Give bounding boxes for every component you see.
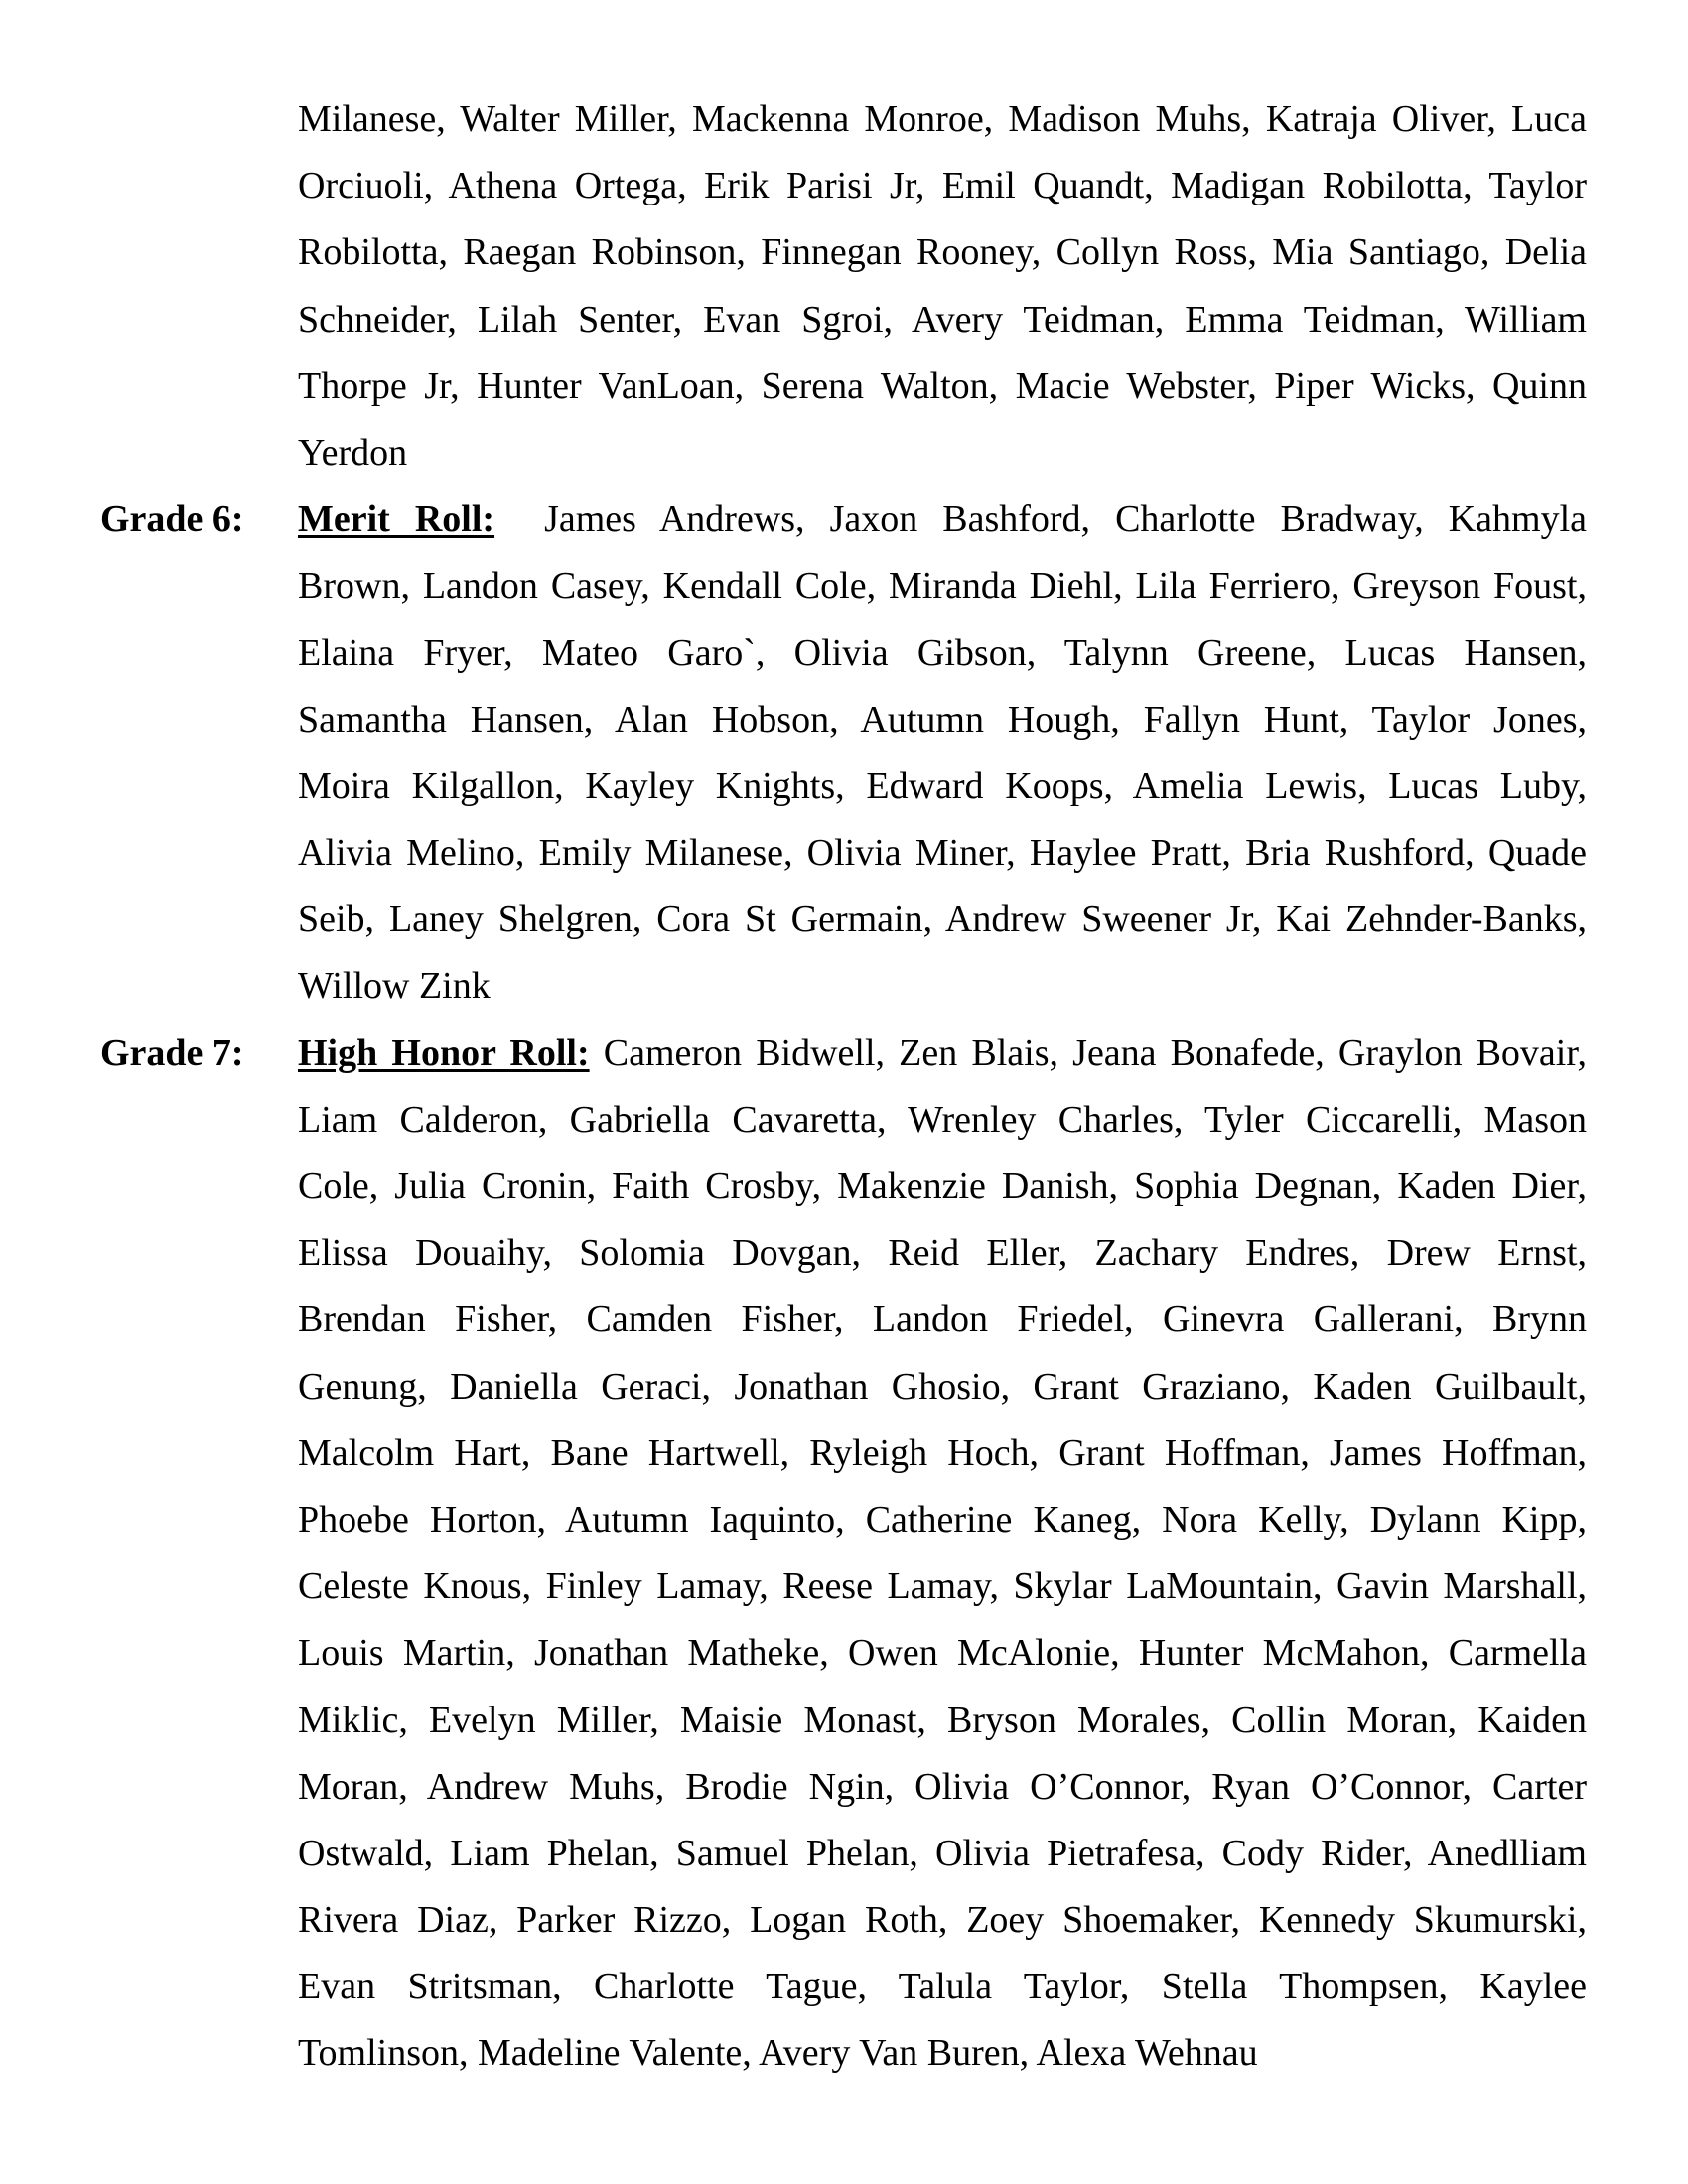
text-line: Ostwald, Liam Phelan, Samuel Phelan, Olivia Pietrafesa, Cody Rider, Anedlliam: [298, 1832, 1587, 1874]
document-page: [0, 86, 1688, 2088]
text-line: Cole, Julia Cronin, Faith Crosby, Makenzie Danish, Sophia Degnan, Kaden Dier,: [298, 1165, 1587, 1207]
text-line: Elaina Fryer, Mateo Garo`, Olivia Gibson, Talynn Greene, Lucas Hansen,: [298, 631, 1587, 674]
text-line: Tomlinson, Madeline Valente, Avery Van Buren, Alexa Wehnau: [298, 2032, 1258, 2075]
text-line: Milanese, Walter Miller, Mackenna Monroe, Madison Muhs, Katraja Oliver, Luca: [298, 98, 1587, 140]
text-line: Schneider, Lilah Senter, Evan Sgroi, Avery Teidman, Emma Teidman, William: [298, 298, 1587, 341]
name-list: [298, 486, 1587, 1021]
previous-roll-continuation: [0, 86, 1688, 486]
text-line: Rivera Diaz, Parker Rizzo, Logan Roth, Zoey Shoemaker, Kennedy Skumurski,: [298, 1899, 1587, 1942]
name-list: [298, 1021, 1587, 2088]
text-line: [298, 486, 1587, 553]
text-line: [298, 1021, 1587, 1087]
text-line: Genung, Daniella Geraci, Jonathan Ghosio, Grant Graziano, Kaden Guilbault,: [298, 1365, 1587, 1408]
text-line: Louis Martin, Jonathan Matheke, Owen McAlonie, Hunter McMahon, Carmella: [298, 1632, 1587, 1675]
name-list: [298, 86, 1587, 486]
text-line: Liam Calderon, Gabriella Cavaretta, Wrenley Charles, Tyler Ciccarelli, Mason: [298, 1098, 1587, 1141]
text-line: Brown, Landon Casey, Kendall Cole, Miranda Diehl, Lila Ferriero, Greyson Foust,: [298, 565, 1587, 608]
text-line: Brendan Fisher, Camden Fisher, Landon Friedel, Ginevra Gallerani, Brynn: [298, 1298, 1587, 1341]
roll-title: Merit Roll:: [298, 498, 495, 541]
text-run: James Andrews, Jaxon Bashford, Charlotte Bradway, Kahmyla: [494, 498, 1587, 541]
text-line: Elissa Douaihy, Solomia Dovgan, Reid Eller, Zachary Endres, Drew Ernst,: [298, 1232, 1587, 1275]
text-line: Seib, Laney Shelgren, Cora St Germain, Andrew Sweener Jr, Kai Zehnder-Banks,: [298, 898, 1587, 941]
text-line: Moran, Andrew Muhs, Brodie Ngin, Olivia O’Connor, Ryan O’Connor, Carter: [298, 1765, 1587, 1808]
text-line: Celeste Knous, Finley Lamay, Reese Lamay, Skylar LaMountain, Gavin Marshall,: [298, 1566, 1587, 1608]
text-line: Alivia Melino, Emily Milanese, Olivia Miner, Haylee Pratt, Bria Rushford, Quade: [298, 832, 1587, 875]
grade-label: Grade 7:: [100, 1031, 244, 1074]
roll-title: High Honor Roll:: [298, 1031, 590, 1074]
text-line: Evan Stritsman, Charlotte Tague, Talula Taylor, Stella Thompsen, Kaylee: [298, 1966, 1587, 2008]
text-line: Thorpe Jr, Hunter VanLoan, Serena Walton, Macie Webster, Piper Wicks, Quinn: [298, 364, 1587, 407]
grade-label: Grade 6:: [100, 498, 244, 541]
text-line: Orciuoli, Athena Ortega, Erik Parisi Jr, Emil Quandt, Madigan Robilotta, Taylor: [298, 165, 1587, 207]
text-line: Moira Kilgallon, Kayley Knights, Edward Koops, Amelia Lewis, Lucas Luby,: [298, 764, 1587, 807]
text-line: Malcolm Hart, Bane Hartwell, Ryleigh Hoch, Grant Hoffman, James Hoffman,: [298, 1432, 1587, 1474]
text-line: Willow Zink: [298, 965, 491, 1008]
text-line: Phoebe Horton, Autumn Iaquinto, Catherine Kaneg, Nora Kelly, Dylann Kipp,: [298, 1498, 1587, 1541]
text-line: Miklic, Evelyn Miller, Maisie Monast, Bryson Morales, Collin Moran, Kaiden: [298, 1699, 1587, 1741]
grade-7-section: [0, 1021, 1688, 2088]
text-line: Yerdon: [298, 431, 408, 474]
text-line: Samantha Hansen, Alan Hobson, Autumn Hough, Fallyn Hunt, Taylor Jones,: [298, 698, 1587, 741]
text-line: Robilotta, Raegan Robinson, Finnegan Rooney, Collyn Ross, Mia Santiago, Delia: [298, 231, 1587, 274]
text-run: Cameron Bidwell, Zen Blais, Jeana Bonafede, Graylon Bovair,: [589, 1031, 1587, 1074]
grade-6-section: [0, 486, 1688, 1021]
